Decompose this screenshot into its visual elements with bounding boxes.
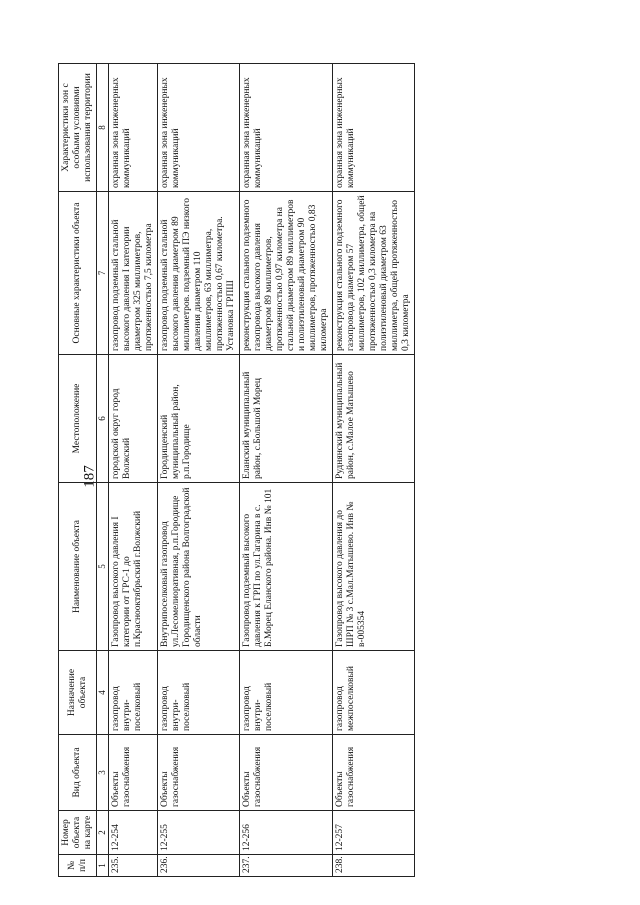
header-cell: № п/п — [59, 855, 97, 877]
header-cell: Основные характеристики объекта — [59, 192, 97, 355]
header-cell: Вид объекта — [59, 735, 97, 811]
header-row — [59, 64, 97, 877]
zone-characteristics: охранная зона инженерных коммуникаций — [333, 64, 415, 192]
column-number: 3 — [97, 735, 109, 811]
zone-characteristics: охранная зона инженерных коммуникаций — [109, 64, 158, 192]
map-number: 12-255 — [158, 811, 240, 855]
object-type: Объекты газоснабжения — [158, 735, 240, 811]
row-number: 238. — [333, 855, 415, 877]
table-row — [240, 64, 333, 877]
object-characteristics: газопровод подземный стальной высокого давления диаметром 89 миллиметров. подземный ПЭ низкого давления диаметром 110 миллиметров, 63 миллиметра, протяженностью 0,67 километра. Установка ГРПШ — [158, 192, 240, 355]
object-type: Объекты газоснабжения — [240, 735, 333, 811]
object-name: Газопровод высокого давления до ШРП № 3 с.Мал.Матышево. Инв № в-005354 — [333, 483, 415, 651]
object-characteristics: реконструкция стального подземного газопровода диаметром 57 миллиметров, 102 миллиметра, общей протяженностью 0,3 километра на полиэтиленовый диаметром 63 миллиметра, общей протяженностью 0,3 километра — [333, 192, 415, 355]
map-number: 12-257 — [333, 811, 415, 855]
column-number: 6 — [97, 355, 109, 483]
object-location: Еланский муниципальный район, с.Большой Морец — [240, 355, 333, 483]
column-number: 8 — [97, 64, 109, 192]
column-number: 4 — [97, 651, 109, 735]
object-purpose: газопровод внутри-поселковый — [240, 651, 333, 735]
row-number: 237. — [240, 855, 333, 877]
header-cell: Местоположение — [59, 355, 97, 483]
object-name: Газопровод высокого давления I категории от ГРС-1 до п.Краснооктябрьский г.Волжский — [109, 483, 158, 651]
object-type: Объекты газоснабжения — [333, 735, 415, 811]
object-characteristics: газопровод подземный стальной высокого давления I категории диаметром 325 миллиметров, протяженностью 7,5 километра — [109, 192, 158, 355]
page-number: 187 — [81, 465, 98, 488]
object-name: Внутрипоселковый газопровод ул.Лесомелиоративная, р.п.Городище Городищенского района Волгоградской области — [158, 483, 240, 651]
object-name: Газопровод подземный высокого давления к ГРП по ул.Гагарина в с. Б.Морец Еланского района. Инв № 101 — [240, 483, 333, 651]
row-number: 235. — [109, 855, 158, 877]
column-number: 2 — [97, 811, 109, 855]
object-location: Руднянский муниципальный район, с.Малое Матышево — [333, 355, 415, 483]
object-characteristics: реконструкция стального подземного газопровода высокого давления диаметром 89 миллиметров, протяженностью 0,97 километра на стальной диаметром 89 миллиметров и полиэтиленовый диаметром 90 миллиметров, протяженностью 0,83 километра — [240, 192, 333, 355]
column-number-row — [97, 64, 109, 877]
map-number: 12-256 — [240, 811, 333, 855]
column-number: 1 — [97, 855, 109, 877]
object-location: Городищенский муниципальный район, р.п.Городище — [158, 355, 240, 483]
object-purpose: газопровод внутри-поселковый — [109, 651, 158, 735]
column-number: 7 — [97, 192, 109, 355]
table-row — [109, 64, 158, 877]
table-row — [333, 64, 415, 877]
header-cell: Назначение объекта — [59, 651, 97, 735]
map-number: 12-254 — [109, 811, 158, 855]
table-row — [158, 64, 240, 877]
object-purpose: газопровод внутри-поселковый — [158, 651, 240, 735]
object-purpose: газопровод межпоселковый — [333, 651, 415, 735]
row-number: 236. — [158, 855, 240, 877]
column-number: 5 — [97, 483, 109, 651]
gas-objects-table — [58, 63, 415, 877]
header-cell: Номер объекта на карте — [59, 811, 97, 855]
object-location: городской округ город Волжский — [109, 355, 158, 483]
zone-characteristics: охранная зона инженерных коммуникаций — [240, 64, 333, 192]
object-type: Объекты газоснабжения — [109, 735, 158, 811]
zone-characteristics: охранная зона инженерных коммуникаций — [158, 64, 240, 192]
header-cell: Характеристики зон с особыми условиями использования территории — [59, 64, 97, 192]
header-cell: Наименование объекта — [59, 483, 97, 651]
rotated-table-container — [58, 64, 415, 877]
